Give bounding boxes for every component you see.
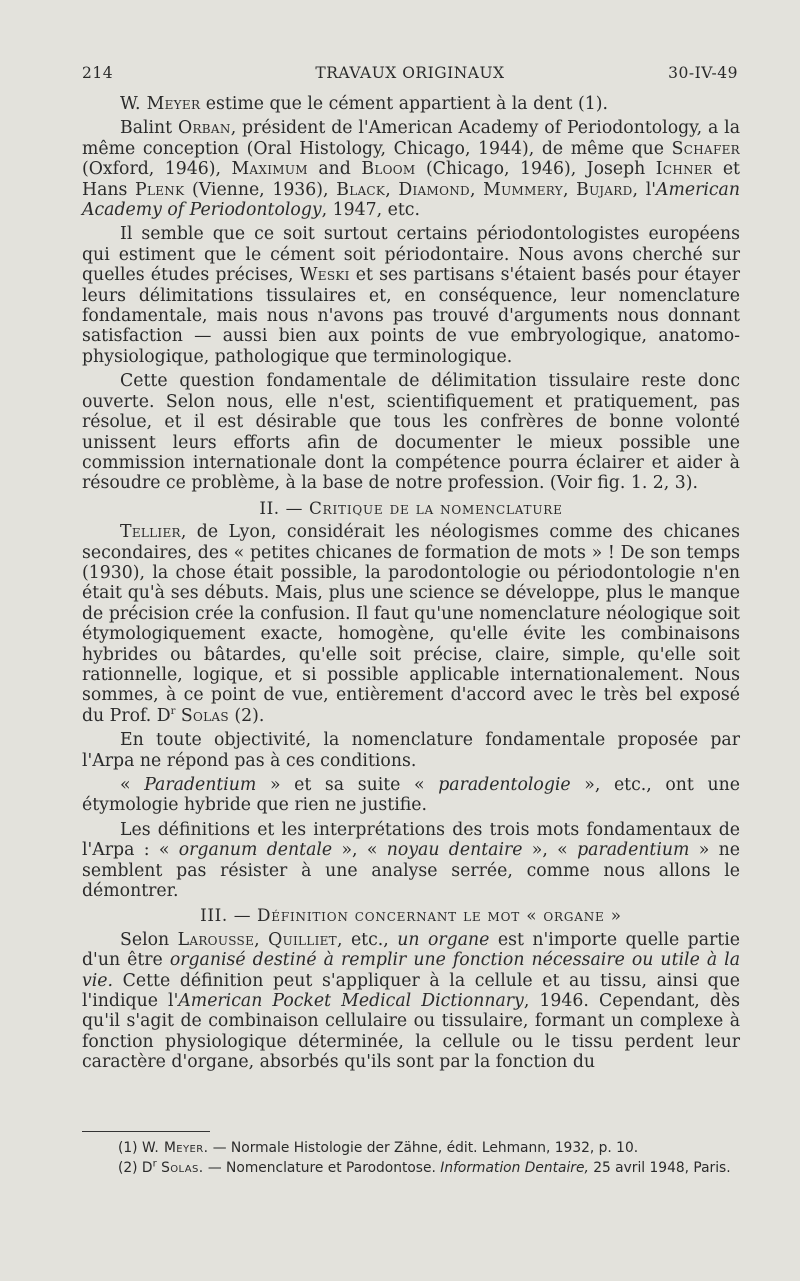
footnote-rule bbox=[82, 1131, 210, 1132]
author-name: Maximum bbox=[231, 159, 308, 180]
paragraph-definitions: Les définitions et les interprétations des trois mots fondamentaux de l'Arpa : « organum dentale », « noyau dentaire », « paradentium » ne semblent pas résister à une analyse serrée, comme nous allons le démontrer. bbox=[82, 819, 740, 902]
author-name: Weski bbox=[299, 265, 350, 286]
italic-title: American Academy of Periodontology bbox=[82, 179, 740, 221]
author-name: Solas. bbox=[161, 1160, 204, 1176]
footnote-2: (2) $D^r$ Solas. — Nomenclature et Parodontose. Information Dentaire, 25 avril 1948, Paris. bbox=[118, 1158, 731, 1176]
author-name: W. Meyer bbox=[120, 94, 201, 114]
author-name: Bloom bbox=[361, 159, 416, 180]
paragraph-larousse: Selon Larousse, Quilliet, etc., un organe est n'importe quelle partie d'un être organisé destiné à remplir une fonction nécessaire ou utile à la vie. Cette définition peut s'appliquer à la cellule et au tissu, ainsi que l'indique l'American Pocket Medical Dictionnary, 1946. Cependant, dès qu'il s'agit de combinaison cellulaire ou tissulaire, formant un complexe à fonction physiologique déterminée, la cellule ou le tissu perdent leur caractère d'organe, absorbés qu'ils sont par la fonction du bbox=[82, 929, 741, 1073]
author-name: Schafer bbox=[671, 138, 740, 159]
journal-title: Information Dentaire, bbox=[440, 1160, 589, 1176]
author-name: Ichner bbox=[655, 159, 713, 180]
footnotes bbox=[82, 1139, 740, 1179]
paragraph-europeens: Il semble que ce soit surtout certains périodontologistes européens qui estiment que le cément soit périodontaire. Nous avons cherché sur quelles études précises, Weski et ses partisans s'étaient basés pour étayer leurs délimitations tissulaires et, en conséquence, leur nomenclature fondamentale, mais nous n'avons pas trouvé d'arguments nous donnant satisfaction — aussi bien aux points de vue embryologique, anatomo-physiologique, pathologique que terminologique. bbox=[82, 224, 740, 367]
paragraph-tellier: Tellier, de Lyon, considérait les néologismes comme des chicanes secondaires, des « petites chicanes de formation de mots » ! De son temps (1930), la chose était possible, la parodontologie ou périodontologie n'en était qu'à ses débuts. Mais, plus une science se développe, plus le manque de précision crée la confusion. Il faut qu'une nomenclature néologique soit étymologiquement exacte, homogène, qu'elle évite les combinaisons hybrides ou bâtardes, qu'elle soit précise, claire, simple, qu'elle soit rationnelle, logique, et si possible applicable internationalement. Nous sommes, à ce point de vue, entièrement d'accord avec le très bel exposé du Prof. $D^r$ Solas (2). bbox=[82, 522, 740, 726]
author-name: Orban bbox=[178, 118, 231, 139]
author-name: Bujard bbox=[576, 179, 633, 200]
page-number: 214 bbox=[82, 64, 114, 82]
author-name: Diamond bbox=[398, 179, 470, 200]
author-name: W. Meyer. bbox=[141, 1140, 209, 1156]
paragraph-meyer: W. Meyer estime que le cément appartient à la dent (1). bbox=[120, 94, 608, 114]
section-heading-2: II. — Critique de la nomenclature bbox=[259, 497, 563, 518]
header-date: 30-IV-49 bbox=[668, 64, 738, 82]
author-name: Tellier bbox=[120, 522, 181, 543]
author-name: Larousse bbox=[177, 929, 255, 950]
author-name: Plenk bbox=[135, 179, 185, 200]
paragraph-paradentium: « Paradentium » et sa suite « paradentologie », etc., ont une étymologie hybride que rien ne justifie. bbox=[82, 775, 740, 816]
paragraph-objectivite: En toute objectivité, la nomenclature fondamentale proposée par l'Arpa ne répond pas à ces conditions. bbox=[82, 730, 740, 771]
running-title: TRAVAUX ORIGINAUX bbox=[315, 64, 505, 82]
author-name: Mummery bbox=[483, 179, 563, 200]
footnote-1: (1) W. Meyer. — Normale Histologie der Zähne, édit. Lehmann, 1932, p. 10. bbox=[118, 1140, 639, 1156]
body-text bbox=[82, 94, 740, 1077]
author-name: Black bbox=[336, 179, 386, 200]
paragraph-question: Cette question fondamentale de délimitation tissulaire reste donc ouverte. Selon nous, elle n'est, scientifiquement et pratiquement, pas résolue, et il est désirable que tous les confrères de bonne volonté unissent leurs efforts afin de documenter le mieux possible une commission internationale dont la compétence pourra éclairer et aider à résoudre ce problème, à la base de notre profession. (Voir fig. 1. 2, 3). bbox=[82, 371, 740, 494]
paragraph-orban: Balint Orban, président de l'American Academy of Periodontology, a la même conception (Oral Histology, Chicago, 1944), de même que Schafer (Oxford, 1946), Maximum and Bloom (Chicago, 1946), Joseph Ichner et Hans Plenk (Vienne, 1936), Black, Diamond, Mummery, Bujard, l'American Academy of Periodontology, 1947, etc. bbox=[82, 118, 740, 221]
author-name: Quilliet bbox=[268, 929, 337, 950]
author-name: Solas bbox=[180, 705, 229, 726]
section-heading-3: III. — Définition concernant le mot « organe » bbox=[200, 905, 622, 926]
